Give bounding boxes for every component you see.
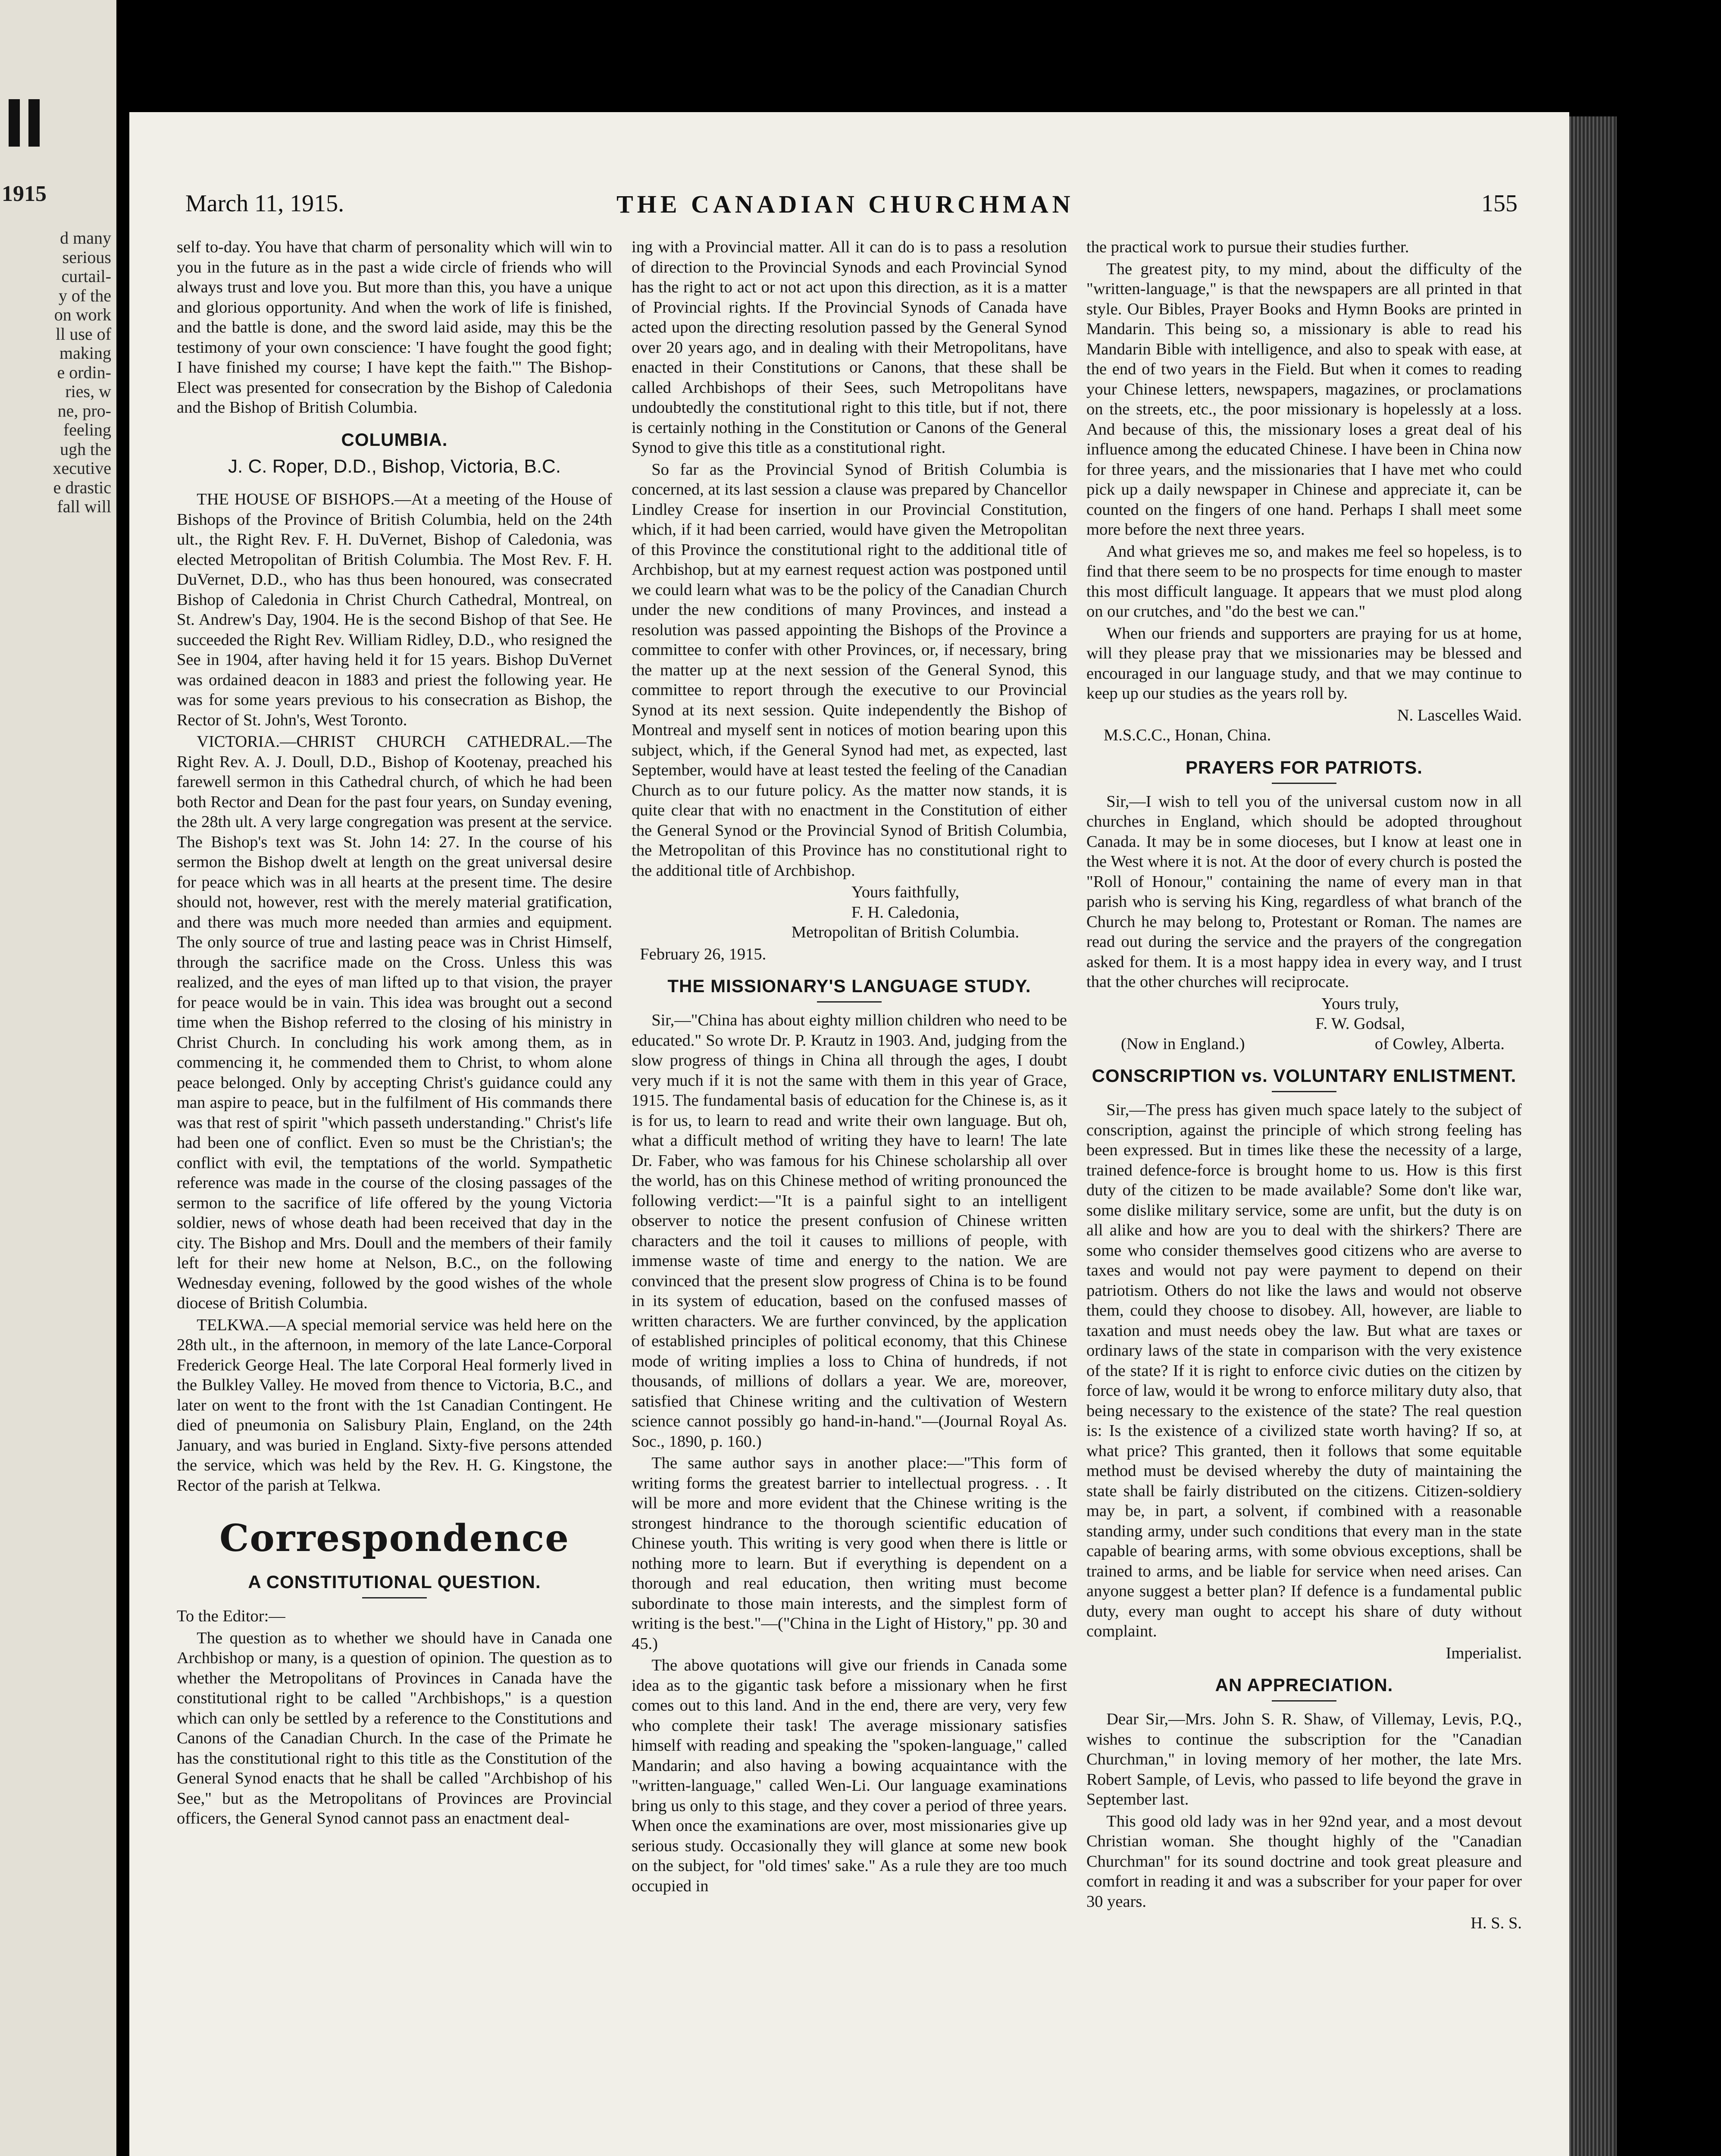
paragraph: TELKWA.—A special memorial service was held here on the 28th ult., in the afternoon, in memory of the late Lance-Corporal Frederick George Heal. The late Corporal Heal formerly lived in the Bulkley Valley. He moved from thence to Victoria, B.C., and later on went to the front with the 1st Canadian Contingent. He died of pneumonia on Salisbury Plain, England, on the 24th January, and was buried in England. Sixty-five persons attended the service, which was held by the Rev. H. G. Kingstone, the Rector of the parish at Telkwa. xyxy=(177,1316,612,1495)
signature-note: (Now in England.) xyxy=(1121,1034,1245,1053)
letter-heading: PRAYERS FOR PATRIOTS. xyxy=(1186,757,1423,777)
fragment-line: ll use of xyxy=(56,324,111,344)
paragraph: The question as to whether we should have in Canada one Archbishop or many, is a question of opinion. The question as to whether the Metropolitans of Provinces in Canada have the constitutional right to be called "Archbishops," is a question which can only be settled by a reference to the Constitutions and Canons of the Canadian Church. In the case of the Primate he has the constitutional right to this title as the Constitution of the General Synod enacts that he shall be called "Archbishop of his See," but as the Metropolitans of Provinces are Provincial officers, the General Synod cannot pass an enactment deal- xyxy=(177,1629,612,1827)
heading-rule xyxy=(362,1597,427,1598)
fragment-line: ugh the xyxy=(60,439,111,459)
letter-signature: F. W. Godsal, xyxy=(1315,1015,1405,1033)
fragment-line: xecutive xyxy=(53,459,111,478)
signature-place: M.S.C.C., Honan, China. xyxy=(1104,726,1271,744)
letter-signature: Imperialist. xyxy=(1446,1644,1522,1662)
adjacent-page-strip xyxy=(0,0,116,2156)
paragraph: This good old lady was in her 92nd year, and a most devout Christian woman. She thought highly of the "Canadian Churchman" for its sound doctrine and took great pleasure and comfort in reading it and was a subscriber for your paper for over 30 years. xyxy=(1086,1812,1522,1911)
fragment-line: ries, w xyxy=(65,382,111,401)
column-1 xyxy=(177,237,612,2143)
fragment-line: d many xyxy=(60,229,111,248)
letter-date: February 26, 1915. xyxy=(640,945,767,963)
paragraph: So far as the Provincial Synod of British Columbia is concerned, at its last session a clause was prepared by Chancellor Lindley Crease for insertion in our Provincial Constitution, which, if it had been carried, would have given the Metropolitan of this Province the constitutional right to the additional title of Archbishop, but at my earnest request action was postponed until we could learn what was to be the policy of the Canadian Church under the new conditions of many Provinces, and instead a resolution was passed appointing the Bishops of the Province a committee to confer with other Provinces, or, if necessary, bring the matter up at the next session of the General Synod, this committee to report through the executive to our Provincial Synod at its next session. Quite independently the Bishop of Montreal and myself sent in notices of motion bearing upon this subject, which, if the General Synod had met, as expected, last September, would have at least tested the feeling of the Canadian Church as to our future policy. As the matter now stands, it is quite clear that with no enactment in the Constitution of either the General Synod or the Provincial Synod of British Columbia, the Metropolitan of this Province has no constitutional right to the additional title of Archbishop. xyxy=(632,460,1067,880)
binding-mark xyxy=(28,99,40,147)
paragraph: VICTORIA.—CHRIST CHURCH CATHEDRAL.—The Right Rev. A. J. Doull, D.D., Bishop of Kootenay, preached his farewell sermon in this Cathedral church, of which he had been both Rector and Dean for the past four years, on Sunday evening, the 28th ult. A very large congregation was present at the service. The Bishop's text was St. John 14: 27. In the course of his sermon the Bishop dwelt at length on the great universal desire for peace which was in all hearts at the present time. The desire should not, however, rest with the merely material gratification, and there was much more needed than armies and equipment. The only source of true and lasting peace was in Christ Himself, through the sacrifice made on the Cross. Unless this was realized, and the eyes of man lifted up to that vision, the prayer for peace would be in vain. This idea was brought out a second time when the Bishop referred to the closing of his ministry in Christ Church. In concluding his work among them, as in commencing it, he commended them to Christ, to whom alone peace belonged. Only by accepting Christ's guidance could any man aspire to peace, but in the fulfilment of His commands there was that rest of spirit "which passeth understanding." Christ's life had been one of conflict. Even so must be the Christian's; the conflict with evil, the temptations of the world. Sympathetic reference was made in the course of the closing passages of the sermon to the sacrifice of life offered by the young Victoria soldier, news of whose death had been received that day in the city. The Bishop and Mrs. Doull and the members of their family left for their new home at Nelson, B.C., on the following Wednesday evening, followed by the good wishes of the whole diocese of British Columbia. xyxy=(177,733,612,1312)
heading-rule xyxy=(1272,783,1336,784)
fragment-line: ne, pro- xyxy=(57,401,111,420)
page-number: 155 xyxy=(1481,190,1518,217)
letter-closing: Yours faithfully, xyxy=(851,883,960,901)
newspaper-page xyxy=(129,112,1569,2156)
letter-heading: AN APPRECIATION. xyxy=(1215,1675,1393,1695)
fragment-line: serious xyxy=(62,248,111,267)
binding-mark xyxy=(9,99,20,147)
paragraph: Sir,—I wish to tell you of the universal custom now in all churches in England, which should be adopted throughout Canada. It may be in some dioceses, but I know at least one in the West where it is not. At the door of every church is posted the "Roll of Honour," containing the name of every man in that parish who is serving his King, regardless of what branch of the Church he may belong to, Protestant or Roman. The names are read out during the service and the prayers of the congregation asked for them. It is a most happy idea in every way, and I trust that the other churches will reciprocate. xyxy=(1086,792,1522,991)
fragment-line: feeling xyxy=(63,420,111,439)
letter-heading: THE MISSIONARY'S LANGUAGE STUDY. xyxy=(667,976,1031,996)
letter-closing: Yours truly, xyxy=(1321,994,1399,1013)
fragment-line: making xyxy=(59,344,111,363)
paragraph: When our friends and supporters are praying for us at home, will they please pray that we missionaries may be blessed and encouraged in our language study, and that we may continue to keep up our studies as the years roll by. xyxy=(1086,624,1522,702)
heading-rule xyxy=(1272,1091,1336,1092)
page-stack-edge xyxy=(1569,116,1617,2156)
fragment-line: e ordin- xyxy=(57,363,111,382)
section-heading: COLUMBIA. xyxy=(341,429,448,450)
paragraph: The same author says in another place:—"This form of writing forms the greatest barrier to intellectual progress. . . It will be more and more evident that the Chinese writing is the strongest hindrance to the thorough scientific education of Chinese youth. This writing is very good when there is little or nothing more to learn. But if everything is dependent on a thorough and real education, then writing must become subordinate to those main interests, and the simplest form of writing is the best."—("China in the Light of History," pp. 30 and 45.) xyxy=(632,1454,1067,1653)
paragraph: Sir,—The press has given much space lately to the subject of conscription, against the principle of which strong feeling has been expressed. But in times like these the necessity of a large, trained defence-force is brought home to us. How is this first duty of the citizen to be made available? Some don't like war, some dislike military service, some are unfit, but the duty is on all alike and how are you to deal with the shirkers? There are some who consider themselves good citizens who are averse to taxes and would not pay were payment to depend on their patriotism. Others do not like the laws and would not observe them, could they choose to disobey. All, however, are liable to taxation and must needs obey the law. But what are taxes or ordinary laws of the state in comparison with the very existence of the state? If it is right to enforce civic duties on the citizen by force of law, would it be wrong to enforce military duty also, that being necessary to the existence of the state? The real question is: Is the existence of a civilized state worth having? If so, at what price? This granted, then it follows that some equitable method must be devised whereby the duty of maintaining the state shall be fairly distributed on the citizens. Citizen-soldiery may be, in part, a solvent, if combined with a reasonable standing army, under such conditions that every man in the state capable of bearing arms, with some obvious exceptions, shall be trained to arms, and be liable for service when need arises. Can anyone suggest a better plan? If defence is a fundamental public duty, every man ought to accept his share of duty without complaint. xyxy=(1086,1101,1522,1640)
fragment-line: y of the xyxy=(58,286,111,305)
adjacent-page-year: 1915 xyxy=(2,182,47,206)
letter-heading: CONSCRIPTION vs. VOLUNTARY ENLISTMENT. xyxy=(1092,1065,1517,1086)
paragraph: And what grieves me so, and makes me feel so hopeless, is to find that there seem to be no prospects for time enough to master this most difficult language. It appears that we must plod along on our crutches, and "do the best we can." xyxy=(1086,542,1522,620)
column-3 xyxy=(1086,237,1522,2143)
letter-signature: F. H. Caledonia, xyxy=(851,903,960,921)
fragment-line: on work xyxy=(54,305,111,324)
fragment-line: e drastic xyxy=(53,478,111,497)
correspondence-heading: Correspondence xyxy=(219,1517,570,1560)
paragraph: Sir,—"China has about eighty million children who need to be educated." So wrote Dr. P. Krautz in 1903. And, judging from the slow progress of things in China all through the ages, I doubt very much if it is not the same with them in this year of Grace, 1915. The fundamental basis of education for the Chinese is, as it is for us, to learn to read and write their own language. But oh, what a difficult method of writing they have to learn! The late Dr. Faber, who was famous for his Chinese scholarship all over the world, has on this Chinese method of writing pronounced the following verdict:—"It is a painful sight to an intelligent observer to notice the present confusion of Chinese written characters and the toil it causes to millions of people, with immense waste of time and energy to the nation. We are convinced that the present slow progress of China is to be found in its system of education, based on the confused masses of written characters. We are further convinced, by the application of established principles of political economy, that this Chinese mode of writing implies a loss to China of hundreds, if not thousands, of millions of dollars a year. We are, moreover, satisfied that Chinese writing and the cultivation of Western science cannot possibly go hand-in-hand."—(Journal Royal As. Soc., 1890, p. 160.) xyxy=(632,1011,1067,1451)
paragraph: Dear Sir,—Mrs. John S. R. Shaw, of Villemay, Levis, P.Q., wishes to continue the subscription for the "Canadian Churchman," in loving memory of her mother, the late Mrs. Robert Sample, of Levis, who passed to life beyond the grave in September last. xyxy=(1086,1710,1522,1808)
masthead-title: THE CANADIAN CHURCHMAN xyxy=(616,190,1074,218)
heading-rule xyxy=(1272,1700,1336,1702)
paragraph: The above quotations will give our friends in Canada some idea as to the gigantic task before a missionary when he first comes out to this land. And in the end, there are very, very few who complete their task! The average missionary satisfies himself with reading and speaking the "spoken-language," called Mandarin; and also having a bowing acquaintance with the "written-language," called Wen-Li. Our language examinations bring us only to this stage, and they cover a period of three years. When once the examinations are over, most missionaries give up serious study. Occasionally they will glance at some new book on the subject, for "old times' sake." As a rule they are too much occupied in xyxy=(632,1656,1067,1895)
signature-line xyxy=(1121,1034,1505,1054)
heading-rule xyxy=(817,1001,882,1003)
adjacent-page-text xyxy=(3,229,111,517)
signature-place: of Cowley, Alberta. xyxy=(1374,1034,1505,1053)
letter-signature: N. Lascelles Waid. xyxy=(1397,706,1522,724)
paragraph: self to-day. You have that charm of personality which will win to you in the future as in the past a wide circle of friends who will always trust and love you. But more than this, you have a unique and glorious opportunity. And when the work of life is finished, and the battle is done, and the sword laid aside, may this be the testimony of your own conscience: 'I have fought the good fight; I have finished my course; I have kept the faith.'" The Bishop-Elect was presented for consecration by the Bishop of Caledonia and the Bishop of British Columbia. xyxy=(177,238,612,417)
paragraph: The greatest pity, to my mind, about the difficulty of the "written-language," is that the newspapers are all printed in that style. Our Bibles, Prayer Books and Hymn Books are printed in Mandarin. This being so, a missionary is able to read his Mandarin Bible with intelligence, and also to speak with ease, at the end of two years in the Field. But when it comes to reading your Chinese letters, newspapers, magazines, or proclamations on the streets, etc., the poor missionary is hopelessly at a loss. And because of this, the missionary loses a great deal of his influence among the educated Chinese. I have been in China now for three years, and the missionaries that I have met who could pick up a daily newspaper in Chinese and appreciate it, can be counted on the fingers of one hand. Perhaps I shall meet some more before the next three years. xyxy=(1086,260,1522,539)
paragraph: ing with a Provincial matter. All it can do is to pass a resolution of direction to the Provincial Synods and each Provincial Synod has the right to act or not act upon this direction, as it is a matter of Provincial rights. If the Provincial Synods of Canada have acted upon the directing resolution passed by the General Synod over 20 years ago, and in dealing with their Metropolitans, have enacted in their Constitutions or Canons, that these shall be called Archbishops of their Sees, such Metropolitans have undoubtedly the constitutional right to this title, but if not, there is certainly nothing in the Constitution or Canons of the General Synod to give this title as a constitutional right. xyxy=(632,238,1067,457)
issue-date: March 11, 1915. xyxy=(185,190,344,217)
paragraph: THE HOUSE OF BISHOPS.—At a meeting of the House of Bishops of the Province of British Columbia, held on the 24th ult., the Right Rev. F. H. DuVernet, Bishop of Caledonia, was elected Metropolitan of British Columbia. The Most Rev. F. H. DuVernet, D.D., who has thus been honoured, was consecrated Bishop of Caledonia in Christ Church Cathedral, Montreal, on St. Andrew's Day, 1904. He is the second Bishop of that See. He succeeded the Right Rev. William Ridley, D.D., who resigned the See in 1904, after having held it for 15 years. Bishop DuVernet was ordained deacon in 1883 and priest the following year. He was for some years previous to his consecration as Bishop, the Rector of St. John's, West Toronto. xyxy=(177,490,612,729)
column-2 xyxy=(632,237,1067,2143)
signature-title: Metropolitan of British Columbia. xyxy=(791,923,1020,941)
fragment-line: curtail- xyxy=(61,267,111,286)
letter-heading: A CONSTITUTIONAL QUESTION. xyxy=(248,1572,541,1592)
fragment-line: fall will xyxy=(57,497,111,516)
diocese-subheading: J. C. Roper, D.D., Bishop, Victoria, B.C. xyxy=(228,455,561,477)
letter-signature: H. S. S. xyxy=(1471,1914,1522,1932)
paragraph: the practical work to pursue their studies further. xyxy=(1086,238,1409,256)
salutation: To the Editor:— xyxy=(177,1607,285,1625)
